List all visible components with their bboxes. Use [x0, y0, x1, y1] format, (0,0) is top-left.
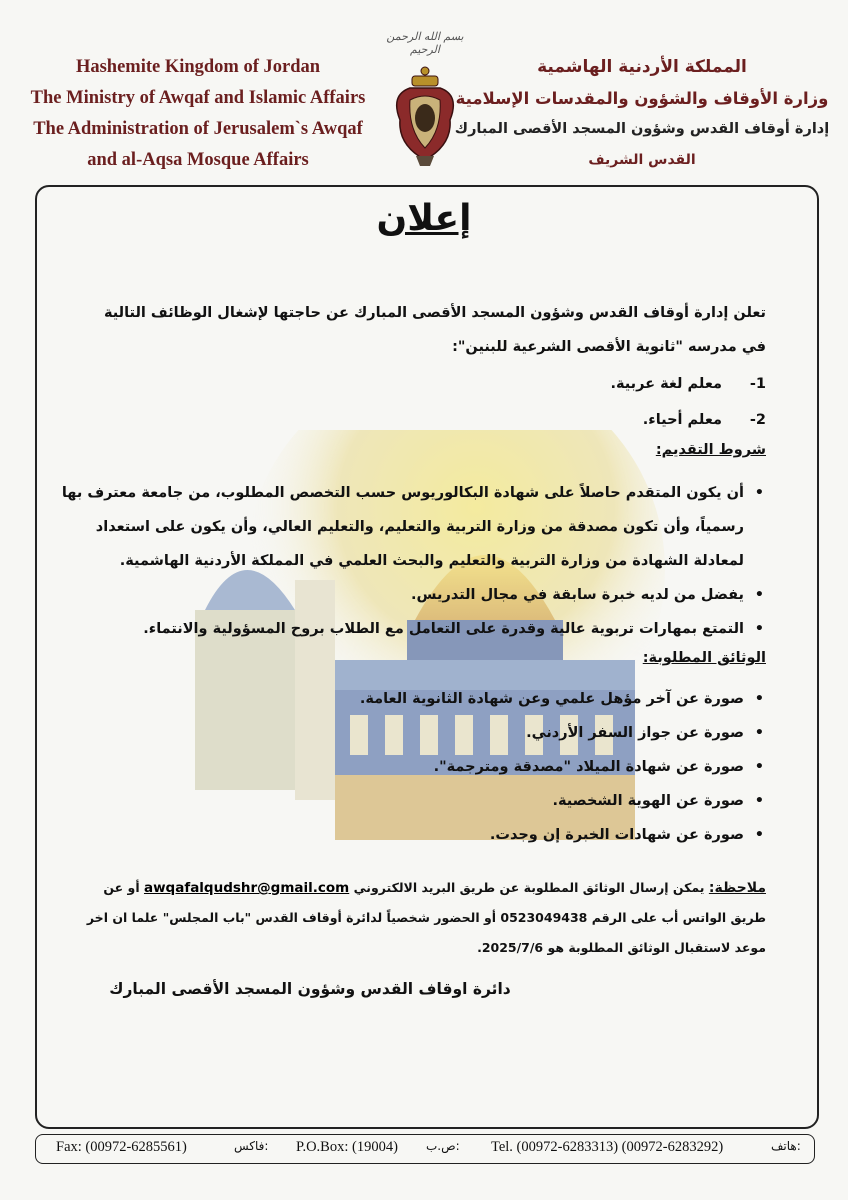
list-item — [76, 366, 766, 402]
note-paragraph — [76, 873, 766, 963]
header-ar-line-2: وزارة الأوقاف والشؤون والمقدسات الإسلامية — [455, 89, 829, 108]
conditions-list — [54, 476, 766, 646]
note-text-1: يمكن إرسال الوثائق المطلوبة عن طريق البريد الالكتروني — [353, 880, 705, 895]
list-item — [76, 402, 766, 438]
list-item: • صورة عن آخر مؤهل علمي وعن شهادة الثانوية العامة. — [54, 682, 744, 716]
deadline-date: 2025/7/6. — [477, 940, 544, 955]
footer-tel-ar: هاتف: — [771, 1139, 801, 1153]
signature: دائرة اوقاف القدس وشؤون المسجد الأقصى المبارك — [109, 980, 511, 998]
header-en-line-4: and al-Aqsa Mosque Affairs — [87, 150, 309, 170]
header-ar-line-4: القدس الشريف — [588, 152, 696, 168]
conditions-heading: شروط التقديم: — [655, 442, 766, 458]
header-ar-line-1: المملكة الأردنية الهاشمية — [537, 57, 747, 77]
header-english — [18, 52, 378, 176]
email-link[interactable]: awqafalqudshr@gmail.com — [143, 880, 350, 896]
list-item: • صورة عن الهوية الشخصية. — [54, 784, 744, 818]
list-item: • صورة عن جواز السفر الأردني. — [54, 716, 744, 750]
footer-pobox-ar: ص.ب: — [426, 1139, 460, 1153]
documents-heading: الوثائق المطلوبة: — [642, 650, 766, 666]
header-arabic — [452, 52, 832, 176]
footer-pobox: P.O.Box: (19004) — [296, 1139, 398, 1155]
job-number: 1- — [749, 376, 766, 392]
page-title: إعلان — [376, 198, 472, 239]
header-ar-line-3: إدارة أوقاف القدس وشؤون المسجد الأقصى المبارك — [454, 121, 830, 137]
job-title: معلم لغة عربية. — [610, 376, 722, 392]
footer-tel: Tel. (00972-6283313) (00972-6283292) — [491, 1139, 724, 1155]
footer-contact-bar — [35, 1134, 815, 1164]
list-item: • أن يكون المتقدم حاصلاً على شهادة البكالوريوس حسب التخصص المطلوب، من جامعة معترف بها رسمياً، وأن تكون مصدقة من وزارة التربية والتعليم، والتعليم العالي، وأن يكون على استعداد لمعادلة الشهادة من وزارة التربية والتعليم والبحث العلمي في المملكة الأردنية الهاشمية. — [54, 476, 744, 578]
documents-list — [54, 682, 766, 852]
basmala: بسم الله الرحمن الرحيم — [386, 30, 464, 56]
header-en-line-2: The Ministry of Awqaf and Islamic Affairs — [30, 88, 366, 108]
job-title: معلم أحياء. — [642, 412, 722, 428]
footer-fax: Fax: (00972-6285561) — [56, 1139, 187, 1155]
list-item: • صورة عن شهادة الميلاد "مصدقة ومترجمة". — [54, 750, 744, 784]
header-en-line-1: Hashemite Kingdom of Jordan — [75, 57, 321, 77]
header-en-line-3: The Administration of Jerusalem`s Awqaf — [33, 119, 363, 139]
note-text-3: أو الحضور شخصياً لدائرة أوقاف القدس "باب المجلس" علما ان اخر موعد لاستقبال الوثائق المطلوبة هو — [86, 910, 766, 955]
note-label: ملاحظة: — [708, 880, 766, 896]
whatsapp-number: 0523049438 — [500, 910, 588, 925]
note-text-2: أو عن طريق الواتس أب على الرقم — [103, 880, 766, 925]
list-item: • التمتع بمهارات تربوية عالية وقدرة على التعامل مع الطلاب بروح المسؤولية والانتماء. — [54, 612, 744, 646]
job-number: 2- — [749, 412, 766, 428]
jobs-list — [76, 366, 766, 438]
list-item: • صورة عن شهادات الخبرة إن وجدت. — [54, 818, 744, 852]
intro-paragraph: تعلن إدارة أوقاف القدس وشؤون المسجد الأقصى المبارك عن حاجتها لإشغال الوظائف التالية في مدرسه "ثانوية الأقصى الشرعية للبنين": — [103, 305, 766, 355]
footer-fax-ar: فاكس: — [234, 1139, 269, 1153]
list-item: • يفضل من لديه خبرة سابقة في مجال التدريس. — [54, 578, 744, 612]
